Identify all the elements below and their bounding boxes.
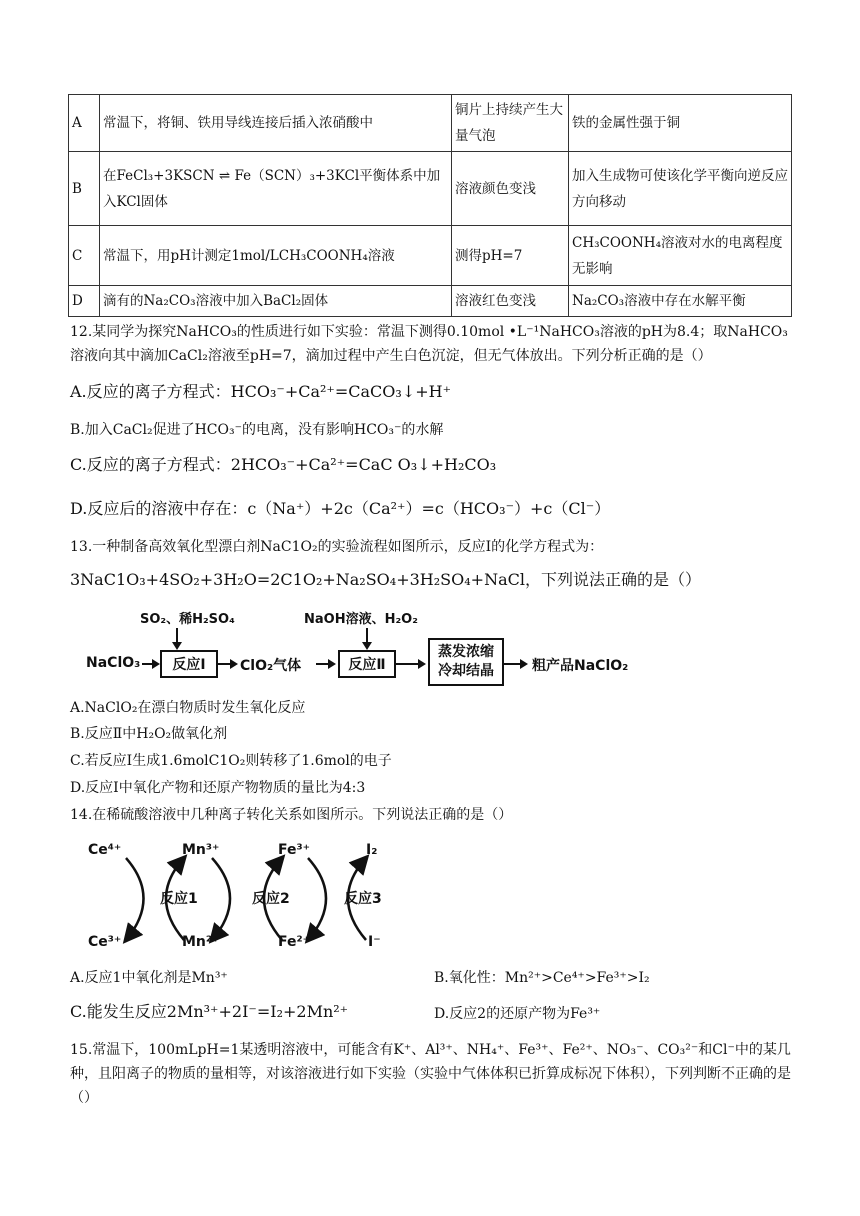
arrow-right-icon [520,659,528,669]
reaction-1-box: 反应Ⅰ [160,650,218,678]
q13-option-d: D.反应I中氧化产物和还原产物物质的量比为4:3 [70,780,366,796]
crystallization-label: 冷却结晶 [438,663,494,679]
ion-mn2: Mn²⁺ [182,934,220,950]
q14-option-d: D.反应2的还原产物为Fe³⁺ [434,1006,601,1022]
evaporation-label: 蒸发浓缩 [438,644,494,660]
q12-option-d: D.反应后的溶液中存在：c（Na⁺）+2c（Ca²⁺）=c（HCO₃⁻）+c（Cl⁻） [70,499,611,518]
ion-ce3: Ce³⁺ [88,934,122,950]
q14-option-b: B.氧化性：Mn²⁺>Ce⁴⁺>Fe³⁺>I₂ [434,970,650,986]
q12-stem: 12.某同学为探究NaHCO₃的性质进行如下实验：常温下测得0.10mol •L⁻¹NaHCO₃溶液的pH为8.4；取NaHCO₃溶液向其中滴加CaCl₂溶液至pH=7，滴加过程中产生白色沉淀，但无气体放出。下列分析正确的是（） [70,324,788,364]
ion-mn3: Mn³⁺ [182,842,220,858]
start-material: NaClO₃ [86,655,141,671]
arrow-down-icon [362,642,372,650]
operation-cell: 常温下，用pH计测定1mol/LCH₃COONH₄溶液 [100,226,452,286]
arc-r3-left [308,858,326,940]
evaporation-box [428,638,504,686]
arrow-right-icon [418,659,426,669]
operation-cell: 常温下，将铜、铁用导线连接后插入浓硝酸中 [100,95,452,152]
q15-stem: 15.常温下，100mLpH=1某透明溶液中，可能含有K⁺、Al³⁺、NH₄⁺、Fe³⁺、Fe²⁺、NO₃⁻、CO₃²⁻和Cl⁻中的某几种，且阳离子的物质的量相等，对该溶液进行如下实验（实验中气体体积已折算成标况下体积），下列判断不正确的是（） [70,1042,791,1106]
q14-stem: 14.在稀硫酸溶液中几种离子转化关系如图所示。下列说法正确的是（） [70,807,513,823]
conclusion-cell: 铁的金属性强于铜 [569,95,792,152]
phenomenon-cell: 溶液红色变浅 [452,286,569,317]
q12-option-b: B.加入CaCl₂促进了HCO₃⁻的电离，没有影响HCO₃⁻的水解 [70,422,444,438]
reaction-2-label: 反应2 [252,891,290,907]
ion-cycle-diagram [86,838,406,958]
table-row [69,95,792,152]
options-table [68,94,792,317]
q14-option-a: A.反应1中氧化剂是Mn³⁺ [70,970,228,986]
q13-option-a: A.NaClO₂在漂白物质时发生氧化反应 [70,700,306,716]
q14-option-c: C.能发生反应2Mn³⁺+2I⁻=I₂+2Mn²⁺ [70,1002,349,1021]
table-row [69,152,792,226]
table-row [69,286,792,317]
reagent-label-2: NaOH溶液、H₂O₂ [304,612,418,627]
q13-equation: 3NaC1O₃+4SO₂+3H₂O=2C1O₂+Na₂SO₄+3H₂SO₄+NaCl，下列说法正确的是（） [70,570,701,589]
operation-cell: 在FeCl₃+3KSCN ⇌ Fe（SCN）₃+3KCl平衡体系中加入KCl固体 [100,152,452,226]
reaction-1-label: 反应1 [160,891,198,907]
option-letter: A [69,95,100,152]
q13-option-c: C.若反应I生成1.6molC1O₂则转移了1.6mol的电子 [70,753,392,769]
q13-stem: 13.一种制备高效氧化型漂白剂NaC1O₂的实验流程如图所示，反应I的化学方程式为： [70,539,604,555]
option-letter: D [69,286,100,317]
conclusion-cell: Na₂CO₃溶液中存在水解平衡 [569,286,792,317]
reagent-label-1: SO₂、稀H₂SO₄ [140,612,235,627]
ion-iodide: I⁻ [368,934,381,950]
intermediate-gas: ClO₂气体 [240,658,302,674]
conclusion-cell: 加入生成物可使该化学平衡向逆反应方向移动 [569,152,792,226]
ion-fe3: Fe³⁺ [278,842,311,858]
option-letter: C [69,226,100,286]
crude-product: 粗产品NaClO₂ [532,658,629,674]
reaction-3-label: 反应3 [344,891,382,907]
molecule-i2: I₂ [366,842,378,858]
option-letter: B [69,152,100,226]
ion-fe2: Fe²⁺ [278,934,311,950]
ion-ce4: Ce⁴⁺ [88,842,122,858]
q12-option-a: A.反应的离子方程式：HCO₃⁻+Ca²⁺=CaCO₃↓+H⁺ [70,382,452,401]
arrow-right-icon [152,659,160,669]
arrow-right-icon [230,659,238,669]
conclusion-cell: CH₃COONH₄溶液对水的电离程度无影响 [569,226,792,286]
phenomenon-cell: 溶液颜色变浅 [452,152,569,226]
arc-r2-left [212,858,230,940]
arrow-down-icon [172,642,182,650]
operation-cell: 滴有的Na₂CO₃溶液中加入BaCl₂固体 [100,286,452,317]
q13-option-b: B.反应Ⅱ中H₂O₂做氧化剂 [70,726,228,742]
phenomenon-cell: 铜片上持续产生大量气泡 [452,95,569,152]
table-row [69,226,792,286]
phenomenon-cell: 测得pH=7 [452,226,569,286]
reaction-2-box: 反应Ⅱ [338,650,396,678]
arrow-right-icon [328,659,336,669]
arc-r1-left [126,858,144,940]
flow-diagram [82,604,642,684]
q12-option-c: C.反应的离子方程式：2HCO₃⁻+Ca²⁺=CaC O₃↓+H₂CO₃ [70,455,497,474]
